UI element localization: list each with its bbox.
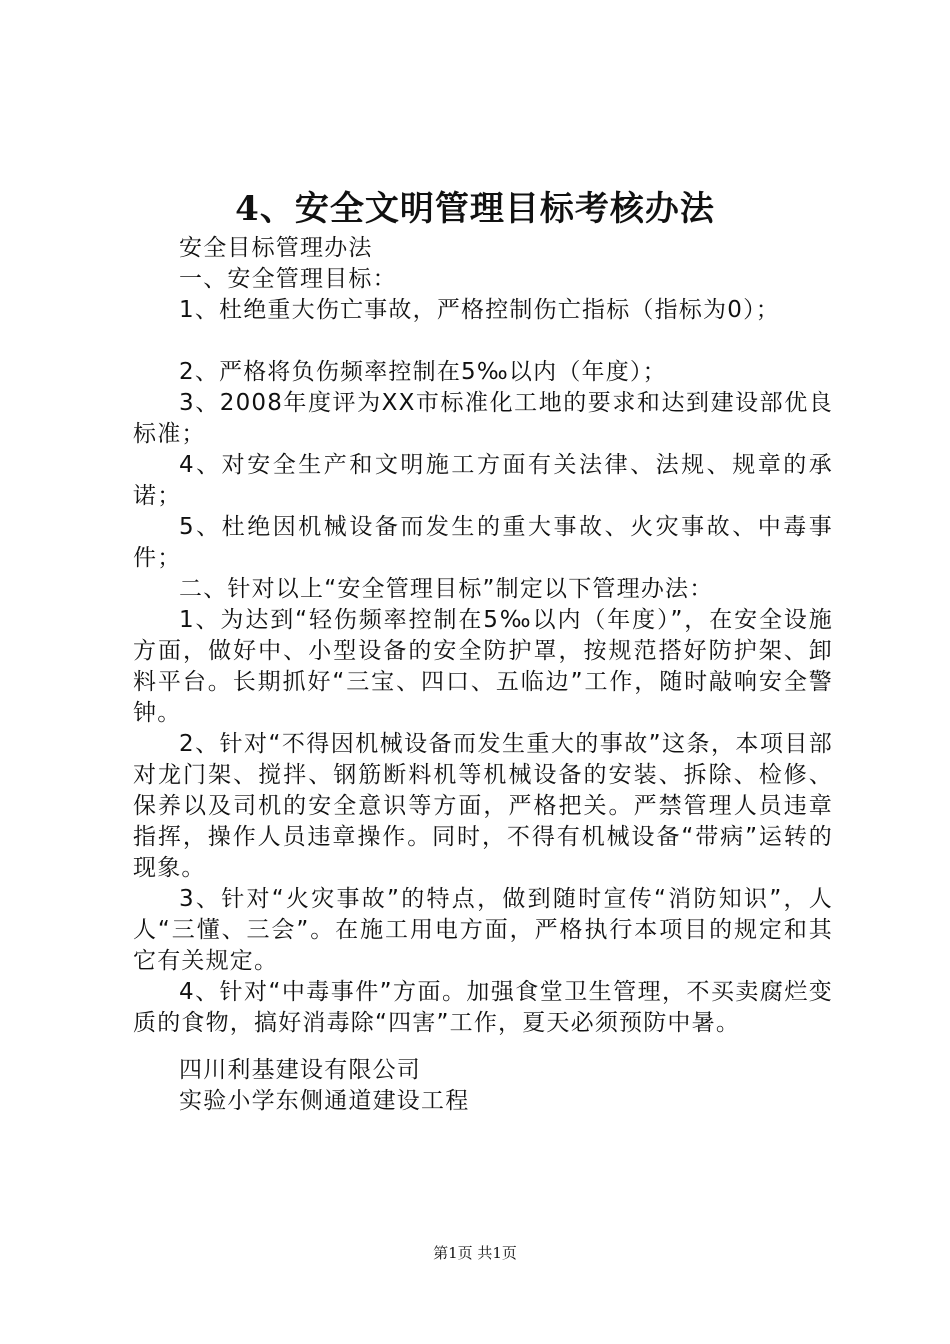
signature-block — [179, 1055, 469, 1117]
paragraph-goal-3: 3、2008年度评为XX市标准化工地的要求和达到建设部优良标准； — [133, 390, 833, 447]
document-body — [133, 233, 833, 1039]
paragraph-goal-5: 5、杜绝因机械设备而发生的重大事故、火灾事故、中毒事件； — [133, 514, 833, 571]
page-footer: 第1页 共1页 — [433, 1244, 517, 1262]
paragraph-goal-2: 2、严格将负伤频率控制在5‰以内（年度）； — [179, 359, 667, 385]
paragraph-subtitle: 安全目标管理办法 — [179, 235, 373, 261]
paragraph-section-2-heading: 二、针对以上“安全管理目标”制定以下管理办法： — [179, 576, 714, 602]
document-title: 4、安全文明管理目标考核办法 — [235, 189, 715, 229]
signature-project: 实验小学东侧通道建设工程 — [179, 1088, 470, 1114]
paragraph-section-1-heading: 一、安全管理目标： — [179, 266, 397, 292]
signature-company: 四川利基建设有限公司 — [179, 1057, 421, 1083]
paragraph-goal-1: 1、杜绝重大伤亡事故，严格控制伤亡指标（指标为0）； — [179, 297, 780, 323]
paragraph-measure-4: 4、针对“中毒事件”方面。加强食堂卫生管理，不买卖腐烂变质的食物，搞好消毒除“四害”工作，夏天必须预防中暑。 — [133, 979, 833, 1036]
paragraph-measure-2: 2、针对“不得因机械设备而发生重大的事故”这条，本项目部对龙门架、搅拌、钢筋断料机等机械设备的安装、拆除、检修、保养以及司机的安全意识等方面，严格把关。严禁管理人员违章指挥，操作人员违章操作。同时，不得有机械设备“带病”运转的现象。 — [133, 731, 833, 881]
paragraph-measure-3: 3、针对“火灾事故”的特点，做到随时宣传“消防知识”，人人“三懂、三会”。在施工用电方面，严格执行本项目的规定和其它有关规定。 — [133, 886, 833, 974]
paragraph-goal-4: 4、对安全生产和文明施工方面有关法律、法规、规章的承诺； — [133, 452, 833, 509]
paragraph-measure-1: 1、为达到“轻伤频率控制在5‰以内（年度）”，在安全设施方面，做好中、小型设备的安全防护罩，按规范搭好防护架、卸料平台。长期抓好“三宝、四口、五临边”工作，随时敲响安全警钟。 — [133, 607, 833, 726]
